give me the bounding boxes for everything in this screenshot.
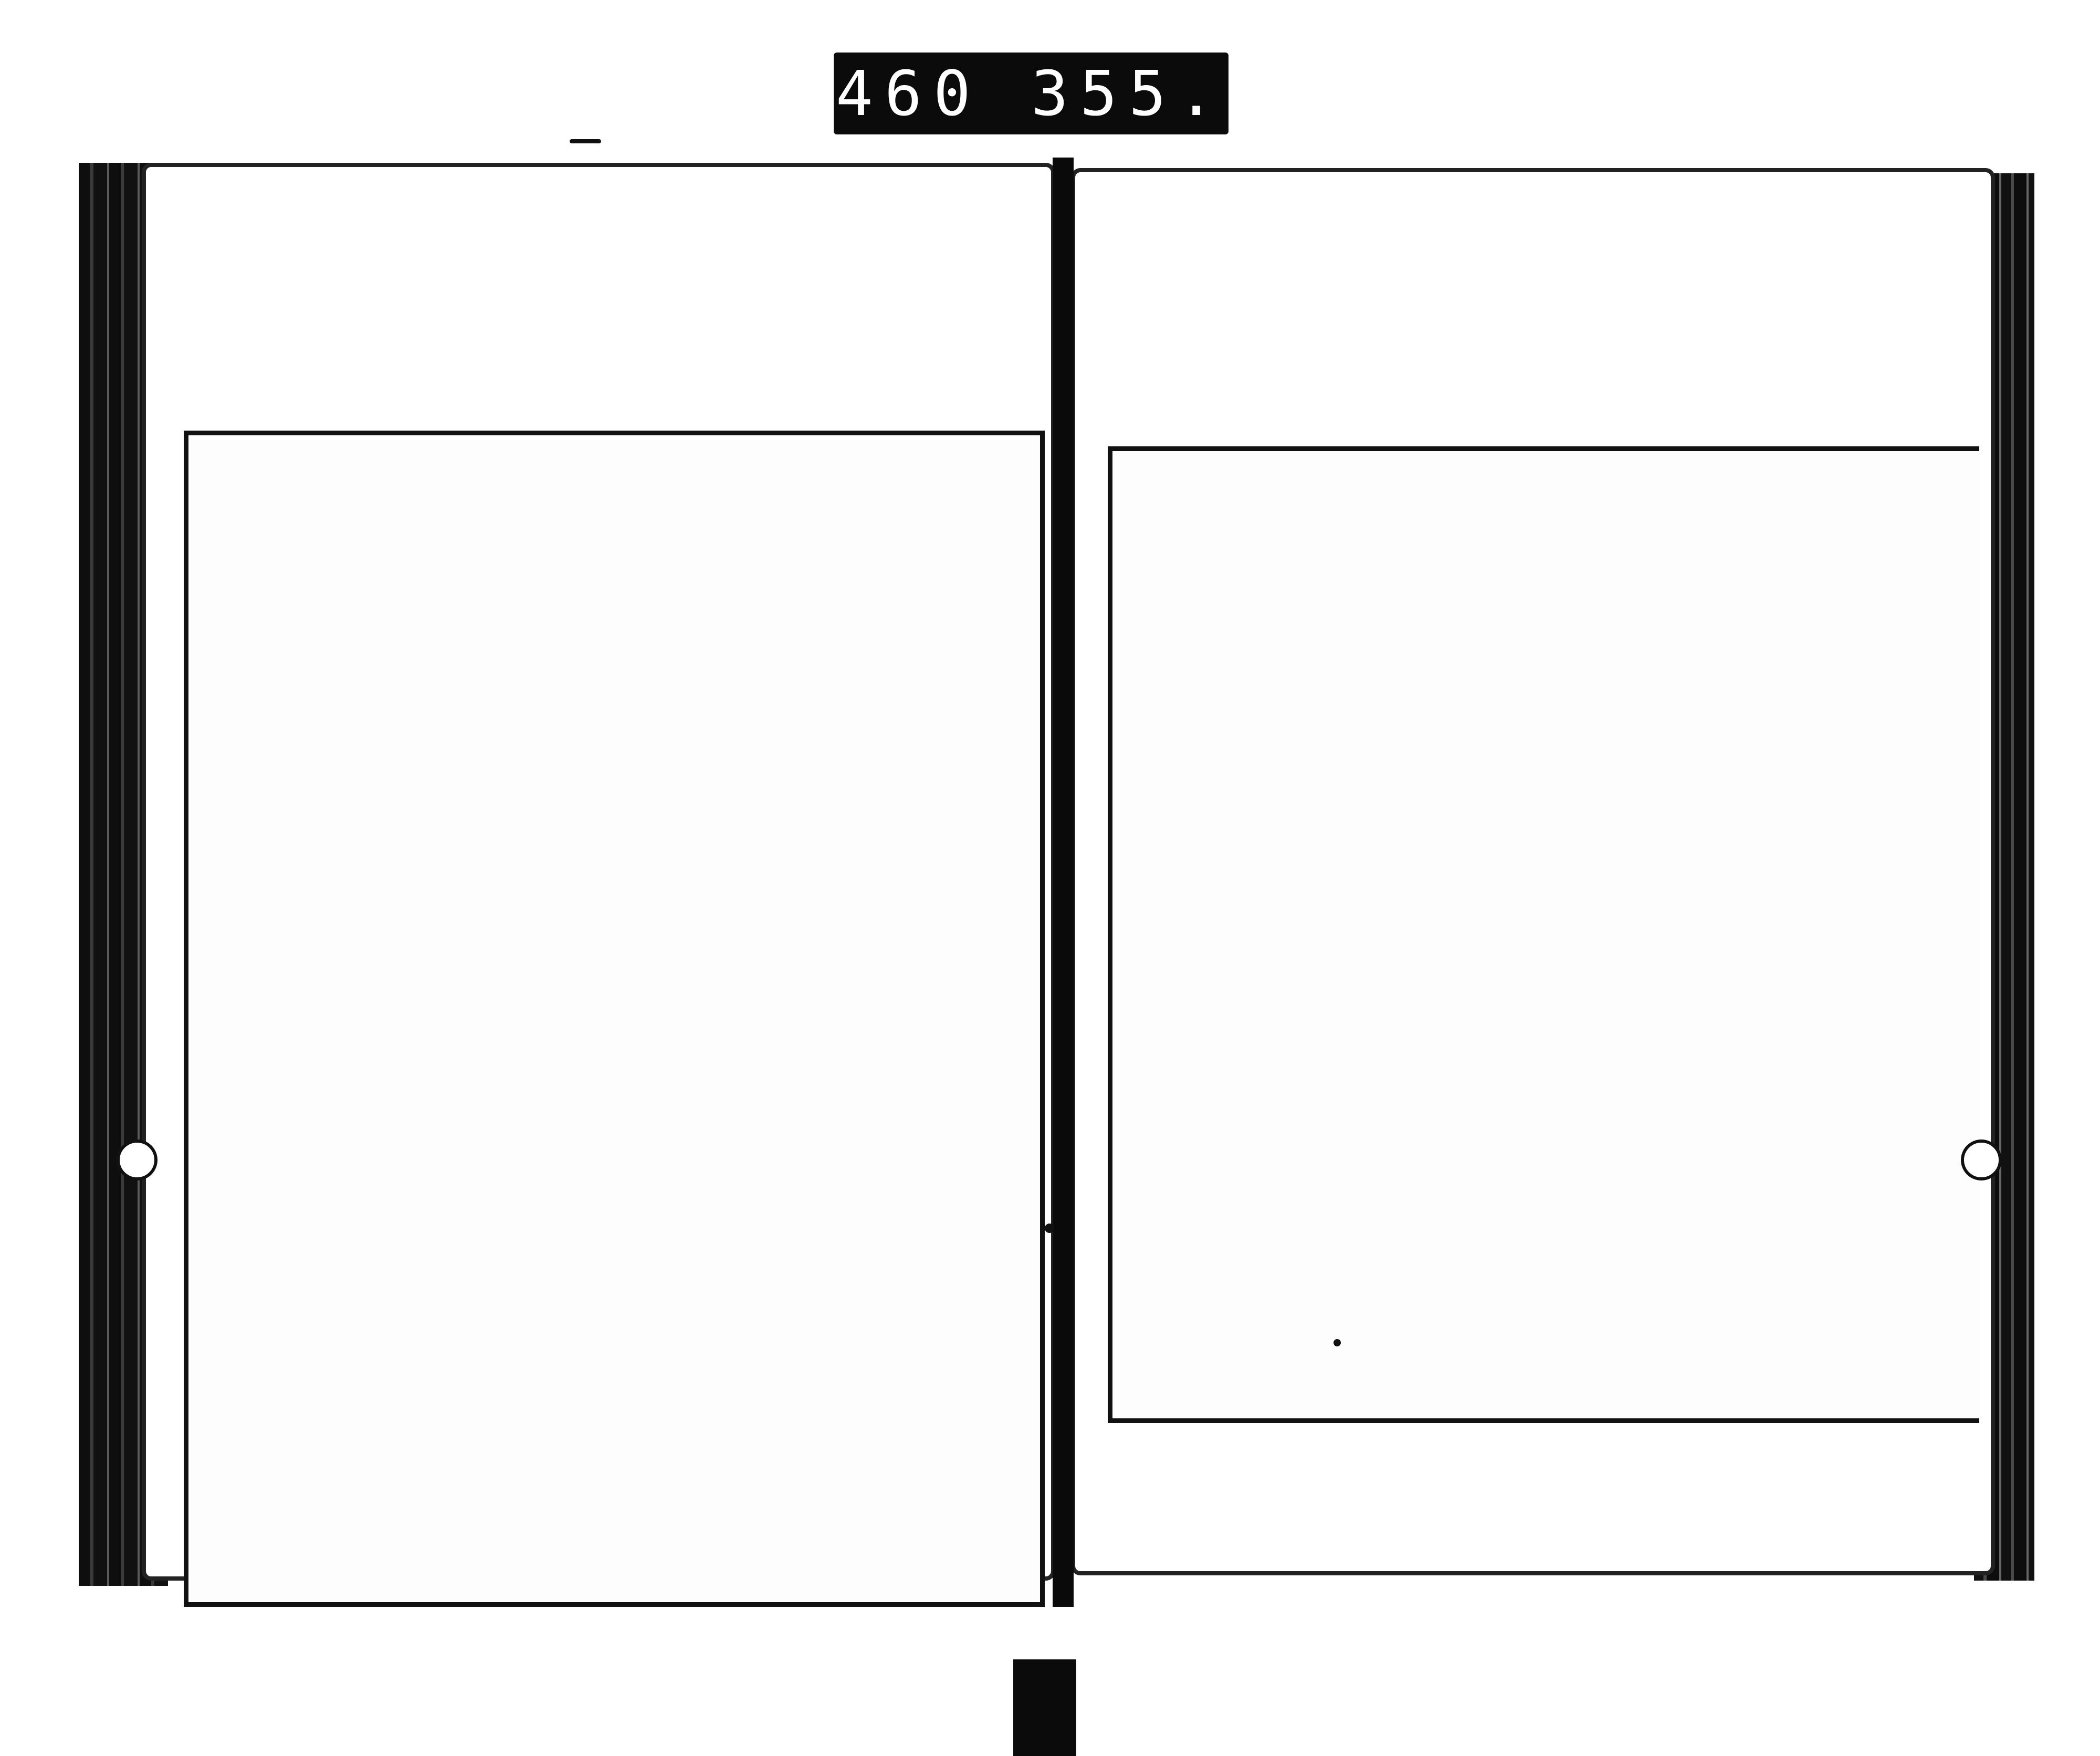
call-number-text: 460 355. [835, 57, 1227, 130]
ink-speck [1045, 1224, 1054, 1233]
left-page-text [207, 452, 1024, 1581]
right-page-text [1124, 459, 1916, 1405]
ink-stroke [570, 139, 601, 143]
right-folio-mark [1961, 1140, 2002, 1180]
spine-foot-block [1013, 1659, 1076, 1756]
book-spine [1053, 158, 1074, 1607]
left-folio-mark [117, 1140, 158, 1180]
ink-speck [1334, 1339, 1341, 1346]
